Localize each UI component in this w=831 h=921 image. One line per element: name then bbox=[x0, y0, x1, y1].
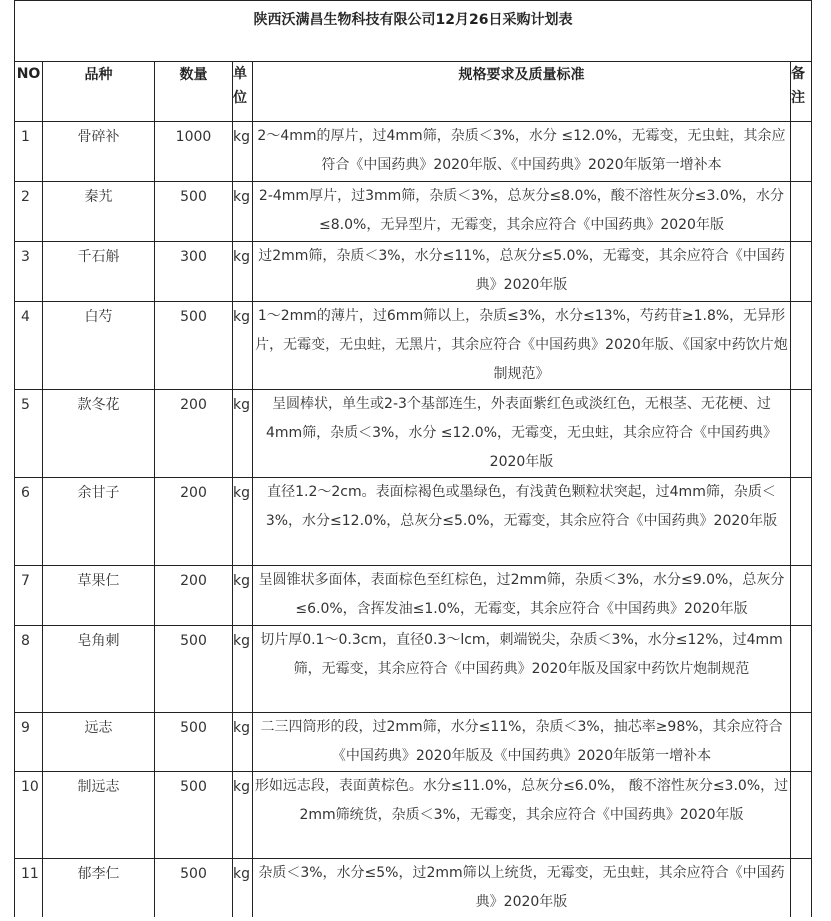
row-unit: kg bbox=[233, 390, 253, 478]
row-variety: 远志 bbox=[43, 713, 155, 772]
row-variety: 余甘子 bbox=[43, 478, 155, 566]
table-title: 陕西沃满昌生物科技有限公司12月26日采购计划表 bbox=[15, 1, 812, 62]
row-unit: kg bbox=[233, 478, 253, 566]
table-row bbox=[15, 713, 812, 772]
row-note bbox=[791, 390, 812, 478]
header-unit: 单 位 bbox=[233, 62, 253, 122]
row-variety: 款冬花 bbox=[43, 390, 155, 478]
row-note bbox=[791, 772, 812, 859]
row-unit: kg bbox=[233, 182, 253, 242]
table-row bbox=[15, 242, 812, 302]
row-note bbox=[791, 182, 812, 242]
row-note bbox=[791, 478, 812, 566]
row-variety: 骨碎补 bbox=[43, 122, 155, 182]
row-quantity: 500 bbox=[155, 626, 233, 713]
row-spec: 2～4mm的厚片，过4mm筛，杂质＜3%，水分 ≤12.0%，无霉变，无虫蛀，其余应符合《中国药典》2020年版、《中国药典》2020年版第一增补本 bbox=[253, 122, 791, 182]
row-no: 11 bbox=[15, 859, 43, 918]
table-row bbox=[15, 302, 812, 390]
header-variety: 品种 bbox=[43, 62, 155, 122]
row-quantity: 500 bbox=[155, 772, 233, 859]
row-no: 9 bbox=[15, 713, 43, 772]
row-unit: kg bbox=[233, 302, 253, 390]
row-no: 6 bbox=[15, 478, 43, 566]
row-no: 1 bbox=[15, 122, 43, 182]
row-variety: 制远志 bbox=[43, 772, 155, 859]
row-spec: 呈圆棒状，单生或2-3个基部连生，外表面紫红色或淡红色，无根茎、无花梗、过4mm筛，杂质＜3%，水分 ≤12.0%，无霉变，无虫蛀，其余应符合《中国药典》2020年版 bbox=[253, 390, 791, 478]
table-row bbox=[15, 626, 812, 713]
row-note bbox=[791, 626, 812, 713]
row-quantity: 1000 bbox=[155, 122, 233, 182]
table-row bbox=[15, 478, 812, 566]
row-variety: 草果仁 bbox=[43, 566, 155, 626]
title-row bbox=[15, 1, 812, 62]
row-note bbox=[791, 242, 812, 302]
row-unit: kg bbox=[233, 122, 253, 182]
row-no: 5 bbox=[15, 390, 43, 478]
row-spec: 1～2mm的薄片，过6mm筛以上，杂质≤3%，水分≤13%，芍药苷≥1.8%，无异形片，无霉变，无虫蛀，无黑片，其余应符合《中国药典》2020年版、《国家中药饮片炮制规范》 bbox=[253, 302, 791, 390]
header-quantity: 数量 bbox=[155, 62, 233, 122]
header-row bbox=[15, 62, 812, 122]
row-unit: kg bbox=[233, 242, 253, 302]
row-no: 2 bbox=[15, 182, 43, 242]
table-row bbox=[15, 772, 812, 859]
row-spec: 过2mm筛，杂质＜3%，水分≤11%，总灰分≤5.0%，无霉变，其余应符合《中国药典》2020年版 bbox=[253, 242, 791, 302]
row-quantity: 200 bbox=[155, 478, 233, 566]
row-no: 10 bbox=[15, 772, 43, 859]
row-spec: 切片厚0.1～0.3cm，直径0.3～lcm，刺端锐尖，杂质＜3%，水分≤12%，过4mm筛，无霉变，其余应符合《中国药典》2020年版及国家中药饮片炮制规范 bbox=[253, 626, 791, 713]
row-quantity: 500 bbox=[155, 302, 233, 390]
row-variety: 白芍 bbox=[43, 302, 155, 390]
header-spec: 规格要求及质量标准 bbox=[253, 62, 791, 122]
row-no: 8 bbox=[15, 626, 43, 713]
row-variety: 千石斛 bbox=[43, 242, 155, 302]
row-note bbox=[791, 713, 812, 772]
row-quantity: 200 bbox=[155, 566, 233, 626]
row-note bbox=[791, 859, 812, 918]
row-quantity: 300 bbox=[155, 242, 233, 302]
row-variety: 郁李仁 bbox=[43, 859, 155, 918]
row-quantity: 500 bbox=[155, 859, 233, 918]
row-unit: kg bbox=[233, 772, 253, 859]
table-row bbox=[15, 390, 812, 478]
row-no: 7 bbox=[15, 566, 43, 626]
row-quantity: 200 bbox=[155, 390, 233, 478]
table-body bbox=[15, 122, 812, 918]
row-note bbox=[791, 122, 812, 182]
purchase-plan-sheet bbox=[14, 0, 811, 917]
purchase-plan-table bbox=[14, 0, 812, 917]
row-unit: kg bbox=[233, 859, 253, 918]
row-unit: kg bbox=[233, 566, 253, 626]
row-spec: 2-4mm厚片，过3mm筛，杂质＜3%，总灰分≤8.0%，酸不溶性灰分≤3.0%，水分≤8.0%，无异型片，无霉变，其余应符合《中国药典》2020年版 bbox=[253, 182, 791, 242]
row-note bbox=[791, 566, 812, 626]
row-spec: 杂质＜3%，水分≤5%，过2mm筛以上统货，无霉变，无虫蛀，其余应符合《中国药典》2020年版 bbox=[253, 859, 791, 918]
row-spec: 二三四筒形的段，过2mm筛，水分≤11%，杂质＜3%，抽芯率≥98%，其余应符合《中国药典》2020年版及《中国药典》2020年版第一增补本 bbox=[253, 713, 791, 772]
row-no: 3 bbox=[15, 242, 43, 302]
row-spec: 形如远志段，表面黄棕色。水分≤11.0%，总灰分≤6.0%， 酸不溶性灰分≤3.0%，过2mm筛统货，杂质＜3%，无霉变，其余应符合《中国药典》2020年版 bbox=[253, 772, 791, 859]
row-spec: 呈圆锥状多面体，表面棕色至红棕色，过2mm筛，杂质＜3%，水分≤9.0%，总灰分≤6.0%，含挥发油≤1.0%，无霉变，其余应符合《中国药典》2020年版 bbox=[253, 566, 791, 626]
row-quantity: 500 bbox=[155, 182, 233, 242]
table-row bbox=[15, 566, 812, 626]
row-note bbox=[791, 302, 812, 390]
row-no: 4 bbox=[15, 302, 43, 390]
row-variety: 皂角刺 bbox=[43, 626, 155, 713]
table-row bbox=[15, 122, 812, 182]
row-spec: 直径1.2～2cm。表面棕褐色或墨绿色，有浅黄色颗粒状突起，过4mm筛，杂质＜3%，水分≤12.0%，总灰分≤5.0%，无霉变，其余应符合《中国药典》2020年版 bbox=[253, 478, 791, 566]
header-note: 备 注 bbox=[791, 62, 812, 122]
row-quantity: 500 bbox=[155, 713, 233, 772]
table-row bbox=[15, 182, 812, 242]
row-unit: kg bbox=[233, 713, 253, 772]
table-row bbox=[15, 859, 812, 918]
header-no: NO bbox=[15, 62, 43, 122]
row-unit: kg bbox=[233, 626, 253, 713]
row-variety: 秦艽 bbox=[43, 182, 155, 242]
